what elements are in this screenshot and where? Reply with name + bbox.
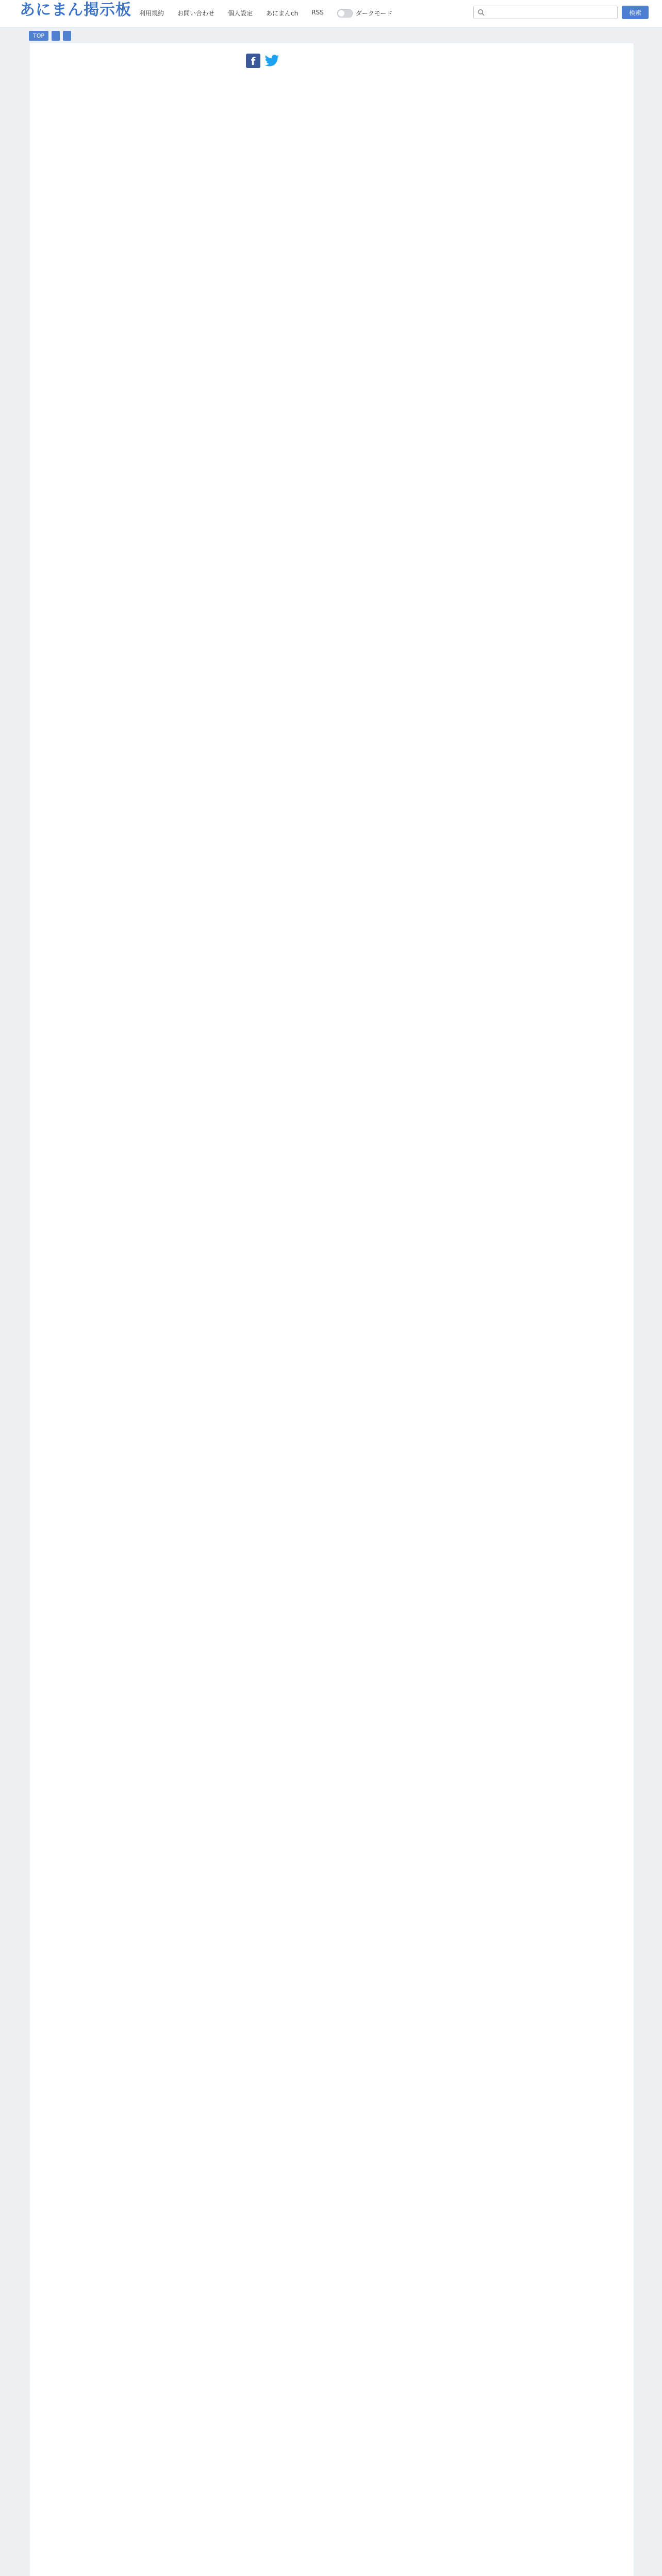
breadcrumb xyxy=(29,31,71,41)
toggle-knob xyxy=(338,10,344,16)
breadcrumb-thread[interactable] xyxy=(63,31,71,41)
nav-animanch[interactable]: あにまんch xyxy=(266,10,299,17)
search-icon xyxy=(477,9,485,16)
share-buttons xyxy=(246,54,280,68)
logo-title: あにまん掲示板 xyxy=(20,1,131,19)
site-header xyxy=(0,0,662,27)
nav-terms[interactable]: 利用規約 xyxy=(139,10,164,17)
search-button[interactable]: 検索 xyxy=(622,6,649,19)
nav-rss[interactable]: RSS xyxy=(311,9,324,16)
header-nav xyxy=(139,9,392,18)
breadcrumb-top[interactable]: TOP xyxy=(29,31,48,41)
dark-mode-toggle[interactable] xyxy=(337,9,393,18)
nav-contact[interactable]: お問い合わせ xyxy=(177,10,215,17)
twitter-share-icon[interactable] xyxy=(264,54,280,68)
facebook-share-icon[interactable]: f xyxy=(246,54,260,68)
site-logo[interactable] xyxy=(20,2,131,19)
nav-settings[interactable]: 個人設定 xyxy=(228,10,253,17)
dark-mode-label: ダークモード xyxy=(355,10,393,17)
search-bar xyxy=(473,6,649,19)
breadcrumb-category[interactable] xyxy=(52,31,60,41)
search-input[interactable] xyxy=(473,6,618,19)
toggle-track[interactable] xyxy=(337,9,353,18)
thread-container xyxy=(29,43,634,2576)
